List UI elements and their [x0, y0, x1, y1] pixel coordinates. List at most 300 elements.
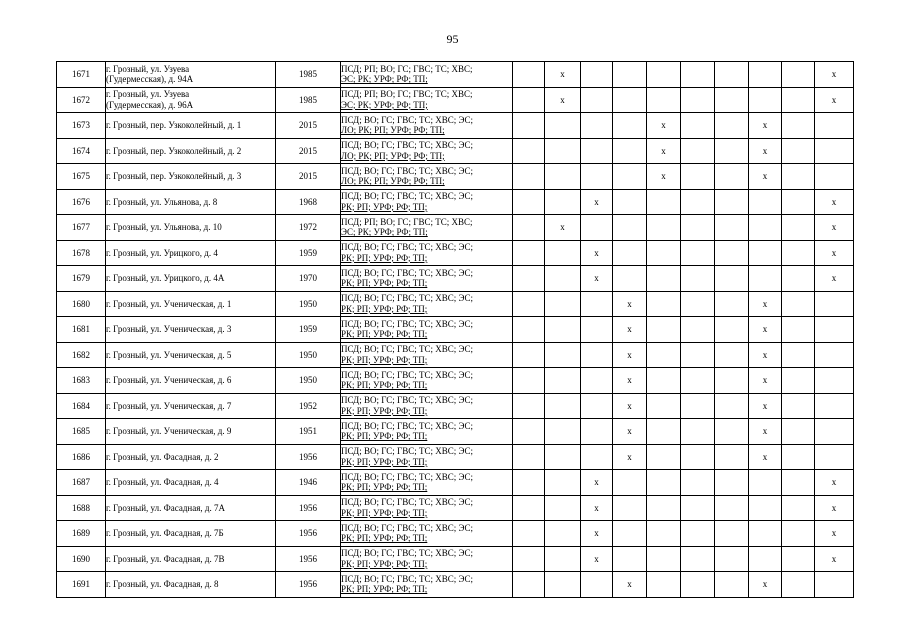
year-cell: 1951 — [276, 419, 341, 445]
mark-cell — [715, 495, 749, 521]
mark-cell — [681, 342, 715, 368]
works-line: ЛО; РК; РП; УРФ; РФ; ТП; — [341, 125, 445, 136]
works-line: РК; РП; УРФ; РФ; ТП; — [341, 431, 428, 442]
works-line: ЭС; РК; УРФ; РФ; ТП; — [341, 227, 428, 238]
works-cell — [341, 164, 513, 190]
address-line: г. Грозный, ул. Ученическая, д. 3 — [106, 324, 232, 334]
address-line: г. Грозный, ул. Фасадная, д. 8 — [106, 579, 219, 589]
row-number-cell: 1688 — [57, 495, 106, 521]
mark-cell — [749, 546, 782, 572]
mark-cell — [815, 419, 854, 445]
mark-cell — [513, 342, 545, 368]
mark-cell: x — [815, 240, 854, 266]
works-cell — [341, 62, 513, 88]
mark-cell: x — [613, 444, 647, 470]
mark-cell — [545, 546, 581, 572]
address-line: г. Грозный, ул. Ученическая, д. 9 — [106, 426, 232, 436]
address-cell — [106, 393, 276, 419]
row-number-cell: 1675 — [57, 164, 106, 190]
address-line: г. Грозный, ул. Ульянова, д. 8 — [106, 196, 218, 207]
mark-cell — [581, 87, 613, 113]
mark-cell — [782, 521, 815, 547]
mark-cell — [715, 87, 749, 113]
mark-cell — [513, 215, 545, 241]
mark-cell — [681, 62, 715, 88]
address-cell — [106, 138, 276, 164]
mark-cell: x — [545, 215, 581, 241]
works-cell — [341, 113, 513, 139]
mark-cell — [545, 138, 581, 164]
works-line: ПСД; ВО; ГС; ГВС; ТС; ХВС; ЭС; — [341, 344, 473, 355]
address-cell — [106, 342, 276, 368]
row-number-cell: 1676 — [57, 189, 106, 215]
mark-cell: x — [749, 419, 782, 445]
mark-cell — [545, 189, 581, 215]
year-cell: 1950 — [276, 368, 341, 394]
mark-cell — [513, 419, 545, 445]
works-line: ПСД; ВО; ГС; ГВС; ТС; ХВС; ЭС; — [341, 318, 473, 329]
mark-cell — [815, 113, 854, 139]
registry-table — [56, 61, 854, 598]
address-line: (Гудермесская), д. 96А — [106, 99, 194, 110]
works-cell — [341, 291, 513, 317]
mark-cell — [545, 368, 581, 394]
mark-cell — [715, 444, 749, 470]
mark-cell — [581, 368, 613, 394]
row-number-cell: 1686 — [57, 444, 106, 470]
works-cell — [341, 521, 513, 547]
address-line: г. Грозный, ул. Ученическая, д. 1 — [106, 298, 232, 309]
mark-cell — [545, 393, 581, 419]
mark-cell — [613, 87, 647, 113]
works-line: ПСД; ВО; ГС; ГВС; ТС; ХВС; ЭС; — [341, 420, 473, 431]
mark-cell — [782, 164, 815, 190]
mark-cell: x — [749, 317, 782, 343]
mark-cell — [581, 138, 613, 164]
works-cell — [341, 368, 513, 394]
works-cell — [341, 419, 513, 445]
mark-cell — [749, 87, 782, 113]
mark-cell — [681, 470, 715, 496]
row-number-cell: 1687 — [57, 470, 106, 496]
mark-cell — [545, 291, 581, 317]
mark-cell — [647, 317, 681, 343]
mark-cell: x — [613, 419, 647, 445]
year-cell: 1985 — [276, 87, 341, 113]
mark-cell — [715, 470, 749, 496]
row-number-cell: 1672 — [57, 87, 106, 113]
row-number-cell: 1671 — [57, 62, 106, 88]
works-line: РК; РП; УРФ; РФ; ТП; — [341, 456, 428, 467]
mark-cell — [815, 342, 854, 368]
address-cell — [106, 495, 276, 521]
mark-cell: x — [613, 317, 647, 343]
mark-cell — [681, 546, 715, 572]
mark-cell — [681, 368, 715, 394]
works-line: ПСД; ВО; ГС; ГВС; ТС; ХВС; ЭС; — [341, 446, 473, 457]
mark-cell — [681, 291, 715, 317]
works-line: ПСД; ВО; ГС; ГВС; ТС; ХВС; ЭС; — [341, 293, 473, 304]
mark-cell — [545, 240, 581, 266]
table-row — [57, 444, 854, 470]
year-cell: 1950 — [276, 342, 341, 368]
year-cell: 2015 — [276, 113, 341, 139]
year-cell: 1970 — [276, 266, 341, 292]
mark-cell — [581, 113, 613, 139]
works-cell — [341, 444, 513, 470]
table-row — [57, 572, 854, 598]
mark-cell — [782, 87, 815, 113]
year-cell: 1956 — [276, 444, 341, 470]
mark-cell — [715, 164, 749, 190]
mark-cell — [647, 572, 681, 598]
works-cell — [341, 546, 513, 572]
works-cell — [341, 240, 513, 266]
mark-cell — [647, 342, 681, 368]
year-cell: 1956 — [276, 521, 341, 547]
mark-cell: x — [581, 495, 613, 521]
mark-cell: x — [581, 546, 613, 572]
table-row — [57, 291, 854, 317]
mark-cell — [715, 419, 749, 445]
mark-cell — [715, 138, 749, 164]
address-line: г. Грозный, ул. Фасадная, д. 7А — [106, 502, 225, 513]
works-line: ПСД; ВО; ГС; ГВС; ТС; ХВС; ЭС; — [341, 522, 473, 533]
address-cell — [106, 87, 276, 113]
mark-cell — [613, 546, 647, 572]
mark-cell — [545, 317, 581, 343]
works-line: ЭС; РК; УРФ; РФ; ТП; — [341, 99, 428, 110]
works-line: ЛО; РК; РП; УРФ; РФ; ТП; — [341, 150, 445, 161]
works-cell — [341, 138, 513, 164]
mark-cell — [581, 572, 613, 598]
mark-cell — [613, 470, 647, 496]
mark-cell — [749, 470, 782, 496]
mark-cell — [545, 521, 581, 547]
mark-cell — [715, 546, 749, 572]
mark-cell — [613, 215, 647, 241]
mark-cell — [782, 495, 815, 521]
mark-cell — [581, 419, 613, 445]
mark-cell — [513, 164, 545, 190]
mark-cell — [681, 215, 715, 241]
mark-cell — [782, 62, 815, 88]
mark-cell — [749, 495, 782, 521]
mark-cell — [715, 317, 749, 343]
mark-cell: x — [815, 189, 854, 215]
mark-cell — [782, 572, 815, 598]
mark-cell — [545, 342, 581, 368]
year-cell: 2015 — [276, 164, 341, 190]
mark-cell — [681, 266, 715, 292]
mark-cell: x — [749, 164, 782, 190]
mark-cell: x — [581, 189, 613, 215]
mark-cell — [681, 189, 715, 215]
mark-cell: x — [815, 521, 854, 547]
mark-cell — [715, 572, 749, 598]
mark-cell — [545, 444, 581, 470]
row-number-cell: 1691 — [57, 572, 106, 598]
table-row — [57, 164, 854, 190]
works-line: РК; РП; УРФ; РФ; ТП; — [341, 533, 428, 544]
mark-cell: x — [613, 342, 647, 368]
table-row — [57, 113, 854, 139]
mark-cell — [581, 342, 613, 368]
mark-cell — [749, 215, 782, 241]
works-line: РК; РП; УРФ; РФ; ТП; — [341, 303, 428, 314]
address-cell — [106, 291, 276, 317]
mark-cell: x — [749, 444, 782, 470]
mark-cell: x — [749, 113, 782, 139]
mark-cell — [715, 342, 749, 368]
mark-cell — [815, 572, 854, 598]
works-line: РК; РП; УРФ; РФ; ТП; — [341, 329, 428, 340]
mark-cell — [815, 317, 854, 343]
mark-cell — [513, 87, 545, 113]
works-line: РК; РП; УРФ; РФ; ТП; — [341, 584, 428, 595]
table-body — [57, 62, 854, 598]
works-line: РК; РП; УРФ; РФ; ТП; — [341, 201, 428, 212]
row-number-cell: 1683 — [57, 368, 106, 394]
address-cell — [106, 572, 276, 598]
mark-cell — [513, 444, 545, 470]
mark-cell — [513, 572, 545, 598]
mark-cell — [647, 444, 681, 470]
mark-cell — [782, 419, 815, 445]
address-cell — [106, 419, 276, 445]
mark-cell — [647, 521, 681, 547]
table-row — [57, 546, 854, 572]
mark-cell — [782, 266, 815, 292]
mark-cell — [782, 546, 815, 572]
mark-cell — [613, 62, 647, 88]
mark-cell — [681, 138, 715, 164]
address-line: г. Грозный, ул. Фасадная, д. 7Б — [106, 528, 224, 538]
works-line: ПСД; ВО; ГС; ГВС; ТС; ХВС; ЭС; — [341, 395, 473, 406]
address-cell — [106, 215, 276, 241]
mark-cell: x — [647, 138, 681, 164]
table-row — [57, 317, 854, 343]
mark-cell — [513, 62, 545, 88]
works-line: ПСД; ВО; ГС; ГВС; ТС; ХВС; ЭС; — [341, 165, 473, 176]
mark-cell — [681, 87, 715, 113]
works-line: ПСД; ВО; ГС; ГВС; ТС; ХВС; ЭС; — [341, 140, 473, 151]
mark-cell — [681, 113, 715, 139]
mark-cell — [681, 317, 715, 343]
mark-cell — [715, 215, 749, 241]
mark-cell: x — [581, 240, 613, 266]
works-cell — [341, 470, 513, 496]
table-row — [57, 87, 854, 113]
works-cell — [341, 342, 513, 368]
mark-cell — [715, 62, 749, 88]
year-cell: 1956 — [276, 572, 341, 598]
mark-cell: x — [749, 572, 782, 598]
mark-cell — [545, 495, 581, 521]
mark-cell — [782, 317, 815, 343]
mark-cell — [581, 317, 613, 343]
address-line: г. Грозный, ул. Урицкого, д. 4А — [106, 273, 225, 283]
mark-cell: x — [749, 138, 782, 164]
mark-cell — [513, 189, 545, 215]
mark-cell — [647, 546, 681, 572]
mark-cell: x — [749, 342, 782, 368]
address-cell — [106, 240, 276, 266]
works-cell — [341, 317, 513, 343]
mark-cell — [782, 444, 815, 470]
mark-cell: x — [647, 164, 681, 190]
mark-cell: x — [815, 546, 854, 572]
mark-cell — [647, 470, 681, 496]
works-line: ПСД; ВО; ГС; ГВС; ТС; ХВС; ЭС; — [341, 548, 473, 559]
mark-cell — [715, 240, 749, 266]
row-number-cell: 1684 — [57, 393, 106, 419]
works-line: ПСД; РП; ВО; ГС; ГВС; ТС; ХВС; — [341, 63, 473, 74]
works-line: РК; РП; УРФ; РФ; ТП; — [341, 558, 428, 569]
row-number-cell: 1685 — [57, 419, 106, 445]
address-line: г. Грозный, ул. Ученическая, д. 5 — [106, 349, 232, 360]
year-cell: 1946 — [276, 470, 341, 496]
mark-cell — [749, 266, 782, 292]
mark-cell — [782, 189, 815, 215]
mark-cell — [545, 113, 581, 139]
address-line: г. Грозный, ул. Урицкого, д. 4 — [106, 247, 218, 258]
works-line: РК; РП; УРФ; РФ; ТП; — [341, 252, 428, 263]
mark-cell — [782, 393, 815, 419]
works-line: ЛО; РК; РП; УРФ; РФ; ТП; — [341, 176, 445, 187]
mark-cell — [545, 470, 581, 496]
table-row — [57, 470, 854, 496]
mark-cell — [613, 240, 647, 266]
mark-cell — [715, 521, 749, 547]
mark-cell: x — [815, 266, 854, 292]
row-number-cell: 1680 — [57, 291, 106, 317]
mark-cell: x — [815, 62, 854, 88]
mark-cell — [513, 113, 545, 139]
mark-cell — [513, 368, 545, 394]
row-number-cell: 1677 — [57, 215, 106, 241]
mark-cell — [681, 521, 715, 547]
works-line: ПСД; ВО; ГС; ГВС; ТС; ХВС; ЭС; — [341, 573, 473, 584]
mark-cell: x — [581, 470, 613, 496]
address-cell — [106, 368, 276, 394]
table-row — [57, 240, 854, 266]
table-row — [57, 138, 854, 164]
row-number-cell: 1673 — [57, 113, 106, 139]
mark-cell — [513, 470, 545, 496]
address-line: г. Грозный, ул. Фасадная, д. 2 — [106, 451, 219, 462]
mark-cell — [647, 368, 681, 394]
mark-cell: x — [815, 470, 854, 496]
page-number: 95 — [446, 32, 459, 46]
mark-cell: x — [545, 87, 581, 113]
mark-cell — [545, 572, 581, 598]
mark-cell — [647, 240, 681, 266]
table-row — [57, 495, 854, 521]
mark-cell — [647, 87, 681, 113]
mark-cell — [545, 419, 581, 445]
works-line: ПСД; ВО; ГС; ГВС; ТС; ХВС; ЭС; — [341, 114, 473, 125]
mark-cell — [815, 444, 854, 470]
mark-cell — [749, 62, 782, 88]
mark-cell — [749, 521, 782, 547]
mark-cell — [513, 291, 545, 317]
works-line: РК; РП; УРФ; РФ; ТП; — [341, 278, 428, 289]
row-number-cell: 1679 — [57, 266, 106, 292]
row-number-cell: 1682 — [57, 342, 106, 368]
address-line: г. Грозный, ул. Ученическая, д. 7 — [106, 400, 232, 411]
address-line: г. Грозный, ул. Ученическая, д. 6 — [106, 375, 232, 385]
table-row — [57, 215, 854, 241]
mark-cell — [613, 495, 647, 521]
year-cell: 1959 — [276, 317, 341, 343]
works-line: РК; РП; УРФ; РФ; ТП; — [341, 354, 428, 365]
mark-cell — [581, 62, 613, 88]
mark-cell — [647, 393, 681, 419]
mark-cell — [815, 291, 854, 317]
mark-cell — [715, 266, 749, 292]
works-line: РК; РП; УРФ; РФ; ТП; — [341, 507, 428, 518]
year-cell: 1959 — [276, 240, 341, 266]
mark-cell — [782, 342, 815, 368]
mark-cell — [715, 368, 749, 394]
mark-cell — [513, 266, 545, 292]
year-cell: 1950 — [276, 291, 341, 317]
works-cell — [341, 266, 513, 292]
row-number-cell: 1690 — [57, 546, 106, 572]
works-cell — [341, 393, 513, 419]
works-line: РК; РП; УРФ; РФ; ТП; — [341, 380, 428, 391]
mark-cell — [513, 393, 545, 419]
mark-cell — [681, 419, 715, 445]
mark-cell — [815, 368, 854, 394]
address-cell — [106, 189, 276, 215]
mark-cell — [613, 164, 647, 190]
row-number-cell: 1689 — [57, 521, 106, 547]
works-line: ПСД; ВО; ГС; ГВС; ТС; ХВС; ЭС; — [341, 471, 473, 482]
works-line: ЭС; РК; УРФ; РФ; ТП; — [341, 74, 428, 85]
mark-cell: x — [815, 215, 854, 241]
mark-cell: x — [749, 393, 782, 419]
works-line: ПСД; ВО; ГС; ГВС; ТС; ХВС; ЭС; — [341, 497, 473, 508]
mark-cell: x — [815, 495, 854, 521]
works-line: РК; РП; УРФ; РФ; ТП; — [341, 482, 428, 493]
mark-cell — [581, 291, 613, 317]
mark-cell — [613, 521, 647, 547]
mark-cell — [782, 291, 815, 317]
mark-cell: x — [749, 368, 782, 394]
mark-cell — [513, 495, 545, 521]
mark-cell: x — [613, 393, 647, 419]
table-row — [57, 62, 854, 88]
mark-cell: x — [581, 266, 613, 292]
mark-cell — [581, 393, 613, 419]
mark-cell — [545, 266, 581, 292]
address-cell — [106, 444, 276, 470]
address-cell — [106, 546, 276, 572]
works-line: ПСД; РП; ВО; ГС; ГВС; ТС; ХВС; — [341, 89, 473, 100]
works-line: ПСД; ВО; ГС; ГВС; ТС; ХВС; ЭС; — [341, 369, 473, 380]
mark-cell — [815, 138, 854, 164]
address-cell — [106, 62, 276, 88]
year-cell: 1956 — [276, 546, 341, 572]
mark-cell: x — [581, 521, 613, 547]
mark-cell — [782, 113, 815, 139]
row-number-cell: 1678 — [57, 240, 106, 266]
mark-cell — [513, 138, 545, 164]
mark-cell — [545, 164, 581, 190]
mark-cell — [782, 240, 815, 266]
